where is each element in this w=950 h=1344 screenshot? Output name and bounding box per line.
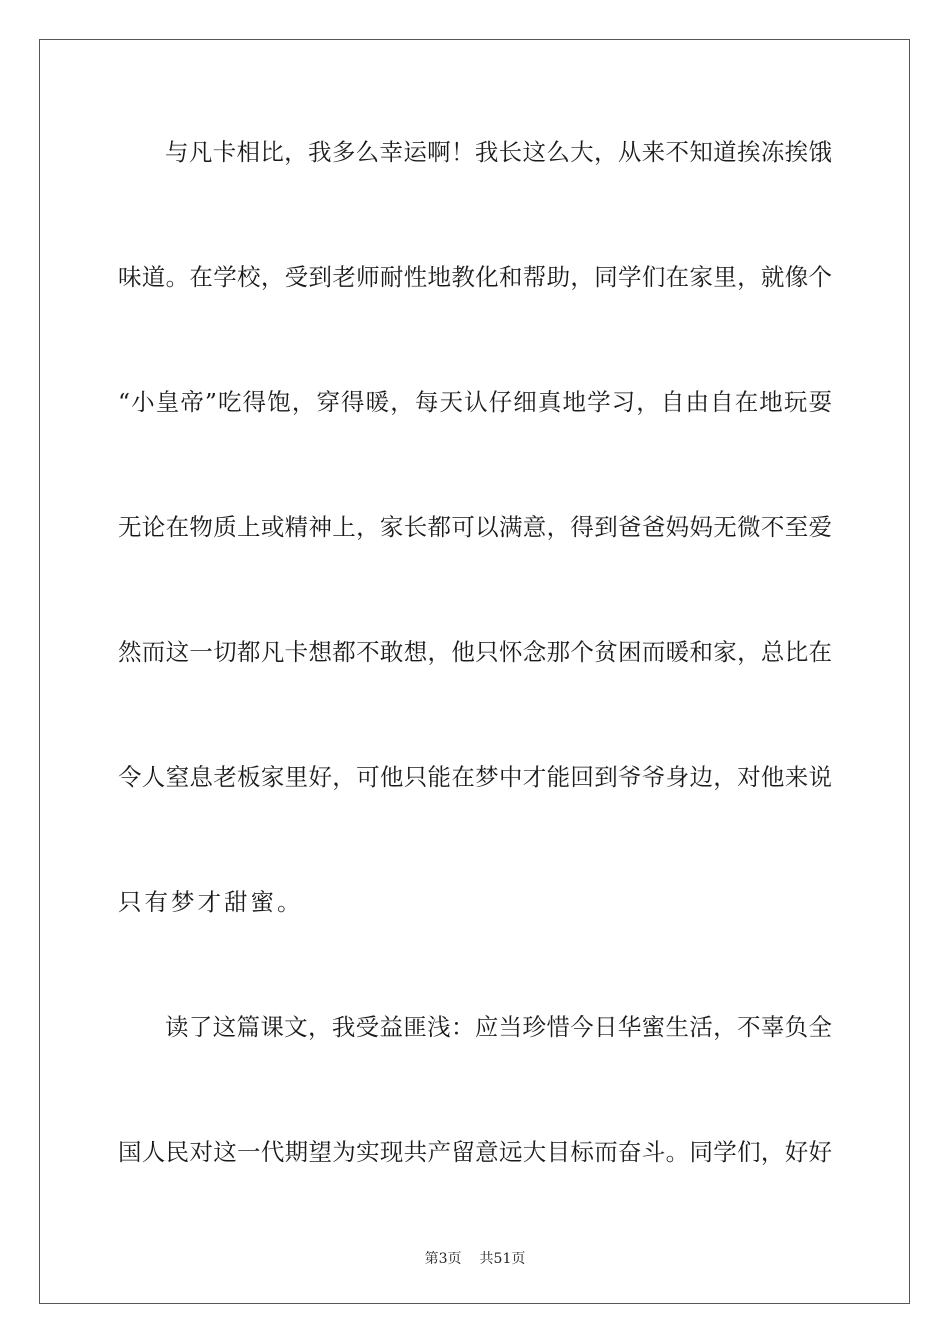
paragraph-line: 然而这一切都凡卡想都不敢想，他只怀念那个贫困而暖和家，总比在: [118, 638, 832, 666]
paragraph-line: 令人窒息老板家里好，可他只能在梦中才能回到爷爷身边，对他来说: [118, 763, 832, 791]
paragraph-spacer: [118, 438, 832, 501]
paragraph-line: 读了这篇课文，我受益匪浅：应当珍惜今日华蜜生活，不辜负全: [165, 1013, 832, 1041]
paragraph-spacer: [118, 563, 832, 626]
paragraph-line: 国人民对这一代期望为实现共产留意远大目标而奋斗。同学们，好好: [118, 1138, 832, 1166]
page-footer: [0, 1248, 950, 1268]
paragraph-line: “小皇帝”吃得饱，穿得暖，每天认仔细真地学习，自由自在地玩耍: [118, 388, 832, 416]
document-body: [118, 125, 832, 1188]
paragraph-line: 与凡卡相比，我多么幸运啊！我长这么大，从来不知道挨冻挨饿: [165, 138, 832, 166]
paragraph-spacer: [118, 188, 832, 251]
paragraph-line: 只有梦才甜蜜。: [118, 888, 304, 916]
total-pages: 共51页: [479, 1251, 526, 1267]
paragraph-spacer: [118, 938, 832, 1001]
paragraph-line: 无论在物质上或精神上，家长都可以满意，得到爸爸妈妈无微不至爱: [118, 513, 832, 541]
paragraph-spacer: [118, 813, 832, 876]
paragraph-spacer: [118, 313, 832, 376]
paragraph-spacer: [118, 688, 832, 751]
page-number: 第3页: [424, 1251, 462, 1267]
paragraph-spacer: [118, 1063, 832, 1126]
paragraph-line: 味道。在学校，受到老师耐性地教化和帮助，同学们在家里，就像个: [118, 263, 832, 291]
